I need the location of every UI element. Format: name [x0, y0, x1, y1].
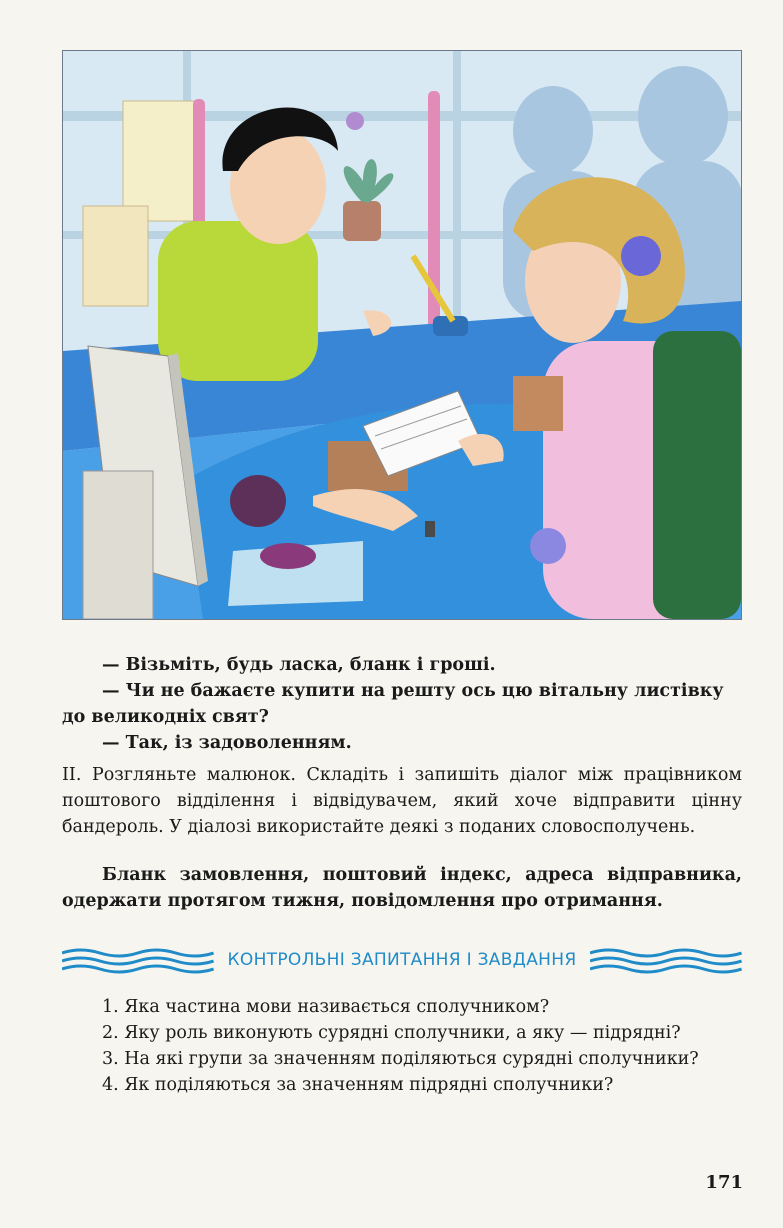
section-title: КОНТРОЛЬНІ ЗАПИТАННЯ І ЗАВДАННЯ: [227, 950, 577, 970]
question-item: 3. На які групи за значенням поділяються сурядні сполучники?: [102, 1049, 699, 1069]
illustration-svg: [63, 51, 741, 619]
task-exercise: [62, 762, 742, 840]
left-waves-icon: [62, 945, 214, 975]
question-item: 1. Яка частина мови називається сполучником?: [102, 997, 550, 1017]
post-office-illustration: [62, 50, 742, 620]
question-item: 4. Як поділяються за значенням підрядні сполучники?: [102, 1075, 614, 1095]
dialog-line-3: — Так, із задоволенням.: [102, 733, 352, 753]
page-number: 171: [705, 1172, 743, 1193]
phrase-list-text: Бланк замовлення, поштовий індекс, адреса відправника, одержати протягом тижня, повідомлення про отримання.: [62, 865, 742, 911]
right-waves-icon: [590, 945, 742, 975]
section-header: [62, 940, 742, 980]
task-number: II.: [62, 765, 82, 785]
dialog-line-2: — Чи не бажаєте купити на решту ось цю вітальну листівку до великодніх свят?: [62, 681, 724, 727]
dialog-line-1: — Візьміть, будь ласка, бланк і гроші.: [102, 655, 496, 675]
phrase-list: [62, 862, 742, 914]
question-item: 2. Яку роль виконують сурядні сполучники, а яку — підрядні?: [102, 1023, 681, 1043]
task-text: Розгляньте малюнок. Складіть і запишіть діалог між працівником поштового відділення і відвідувачем, який хоче відправити цінну бандероль. У діалозі використайте деякі з поданих словосполучень.: [62, 765, 742, 837]
dialog: [62, 652, 742, 756]
control-questions: [62, 994, 742, 1098]
